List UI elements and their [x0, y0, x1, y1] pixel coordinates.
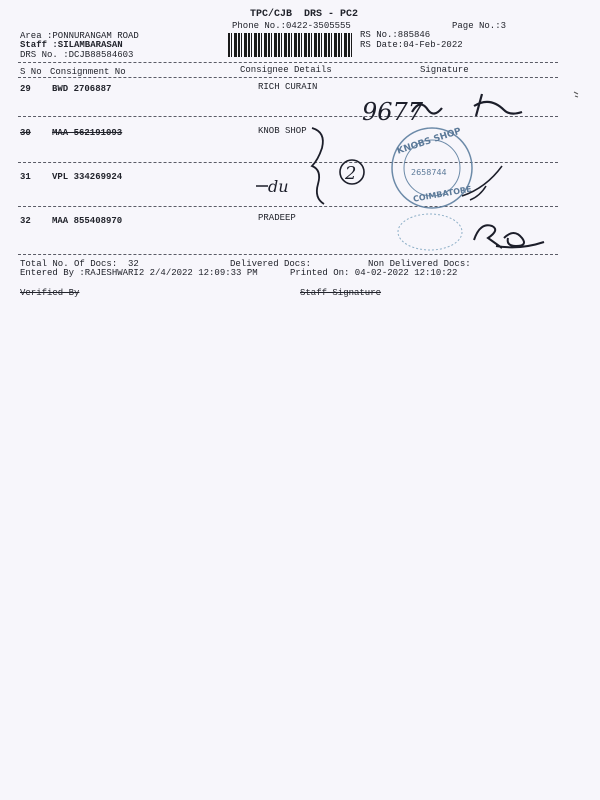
col-consignee: Consignee Details	[240, 65, 332, 75]
printed-on: Printed On: 04-02-2022 12:10:22	[290, 268, 458, 278]
row-consignment: MAA 562191093	[52, 128, 123, 138]
delivered-docs: Delivered Docs:	[230, 259, 312, 269]
row-consignment: BWD 2706887	[52, 84, 112, 94]
rs-date: RS Date:04-Feb-2022	[360, 40, 463, 50]
signature-scribble	[474, 225, 544, 248]
row-consignee: PRADEEP	[258, 213, 296, 223]
handwritten-count: 2	[345, 163, 357, 184]
phone-number: Phone No.:0422-3505555	[232, 21, 351, 31]
svg-text:KNOBS SHOP: KNOBS SHOP	[395, 126, 463, 157]
faded-stamp	[398, 214, 462, 250]
non-delivered-docs: Non Delivered Docs:	[368, 259, 471, 269]
rs-number: RS No.:885846	[360, 30, 431, 40]
brace-mark	[312, 128, 324, 204]
svg-text:2658744: 2658744	[411, 168, 447, 177]
row-consignee: KNOB SHOP	[258, 126, 307, 136]
verified-by: Verified By	[20, 288, 80, 298]
page-number: Page No.:3	[452, 21, 507, 31]
document-title: TPC/CJB DRS - PC2	[250, 9, 359, 20]
shop-stamp	[392, 126, 472, 208]
margin-mark	[574, 92, 578, 97]
row-consignment: MAA 855408970	[52, 216, 123, 226]
total-docs: Total No. Of Docs: 32	[20, 259, 139, 269]
staff-signature: Staff Signature	[300, 288, 382, 298]
row-sno: 29	[20, 84, 31, 94]
row-consignee: RICH CURAIN	[258, 82, 318, 92]
drs-number: DRS No. :DCJB88584603	[20, 50, 134, 60]
col-sno: S No	[20, 67, 42, 77]
handwritten-note: 9677	[362, 98, 424, 126]
staff: Staff :SILAMBARASAN	[20, 40, 123, 50]
svg-text:COIMBATORE: COIMBATORE	[412, 184, 473, 204]
row-sno: 32	[20, 216, 31, 226]
signature-stroke	[462, 166, 502, 200]
row-sno: 30	[20, 128, 31, 138]
row-sno: 31	[20, 172, 31, 182]
signature-scribble	[412, 94, 522, 116]
entered-by: Entered By :RAJESHWARI2 2/4/2022 12:09:33 PM	[20, 268, 258, 278]
handwritten-mark: du	[268, 177, 289, 196]
col-signature: Signature	[420, 65, 469, 75]
col-consignment: Consignment No	[50, 67, 126, 77]
area: Area :PONNURANGAM ROAD	[20, 31, 139, 41]
row-consignment: VPL 334269924	[52, 172, 123, 182]
